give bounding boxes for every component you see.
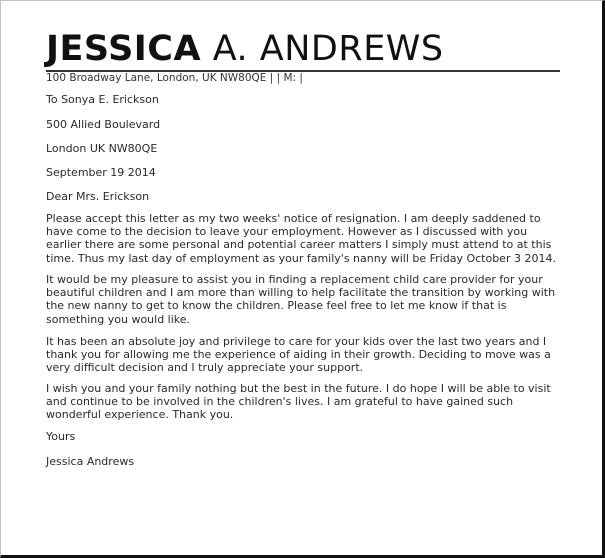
sender-contact: 100 Broadway Lane, London, UK NW80QE | | M: |	[46, 72, 303, 84]
body-paragraph-3: It has been an absolute joy and privilege to care for your kids over the last two years and I thank you for allowing me the experience of aiding in their growth. Deciding to move was a very difficult decision and I truly appreciate your support.	[46, 335, 551, 375]
body-paragraph-1: Please accept this letter as my two weeks' notice of resignation. I am deeply saddened to have come to the decision to leave your employment. However as I discussed with you earlier there are some personal and potential career matters I simply must attend to at this time. Thus my last day of employment as your family's nanny will be Friday October 3 2014.	[46, 212, 556, 265]
body-paragraph-4: I wish you and your family nothing but the best in the future. I do hope I will be able to visit and continue to be involved in the children's lives. I am grateful to have gained such wonderful experience. Thank you.	[46, 382, 551, 422]
sender-first-name: JESSICA	[46, 29, 202, 69]
recipient-street: 500 Allied Boulevard	[46, 118, 161, 131]
recipient-name: To Sonya E. Erickson	[46, 93, 159, 106]
body-paragraph-2: It would be my pleasure to assist you in finding a replacement child care provider for your beautiful children and I am more than willing to help facilitate the transition by working with the new nanny to get to know the children. Please feel free to let me know if that is something you would like.	[46, 273, 556, 326]
salutation: Dear Mrs. Erickson	[46, 190, 150, 203]
signature: Jessica Andrews	[46, 455, 135, 468]
letter-date: September 19 2014	[46, 166, 156, 179]
sender-last-name: A. ANDREWS	[212, 29, 444, 69]
recipient-city: London UK NW80QE	[46, 142, 158, 155]
sender-name	[46, 29, 444, 69]
closing: Yours	[46, 430, 76, 443]
